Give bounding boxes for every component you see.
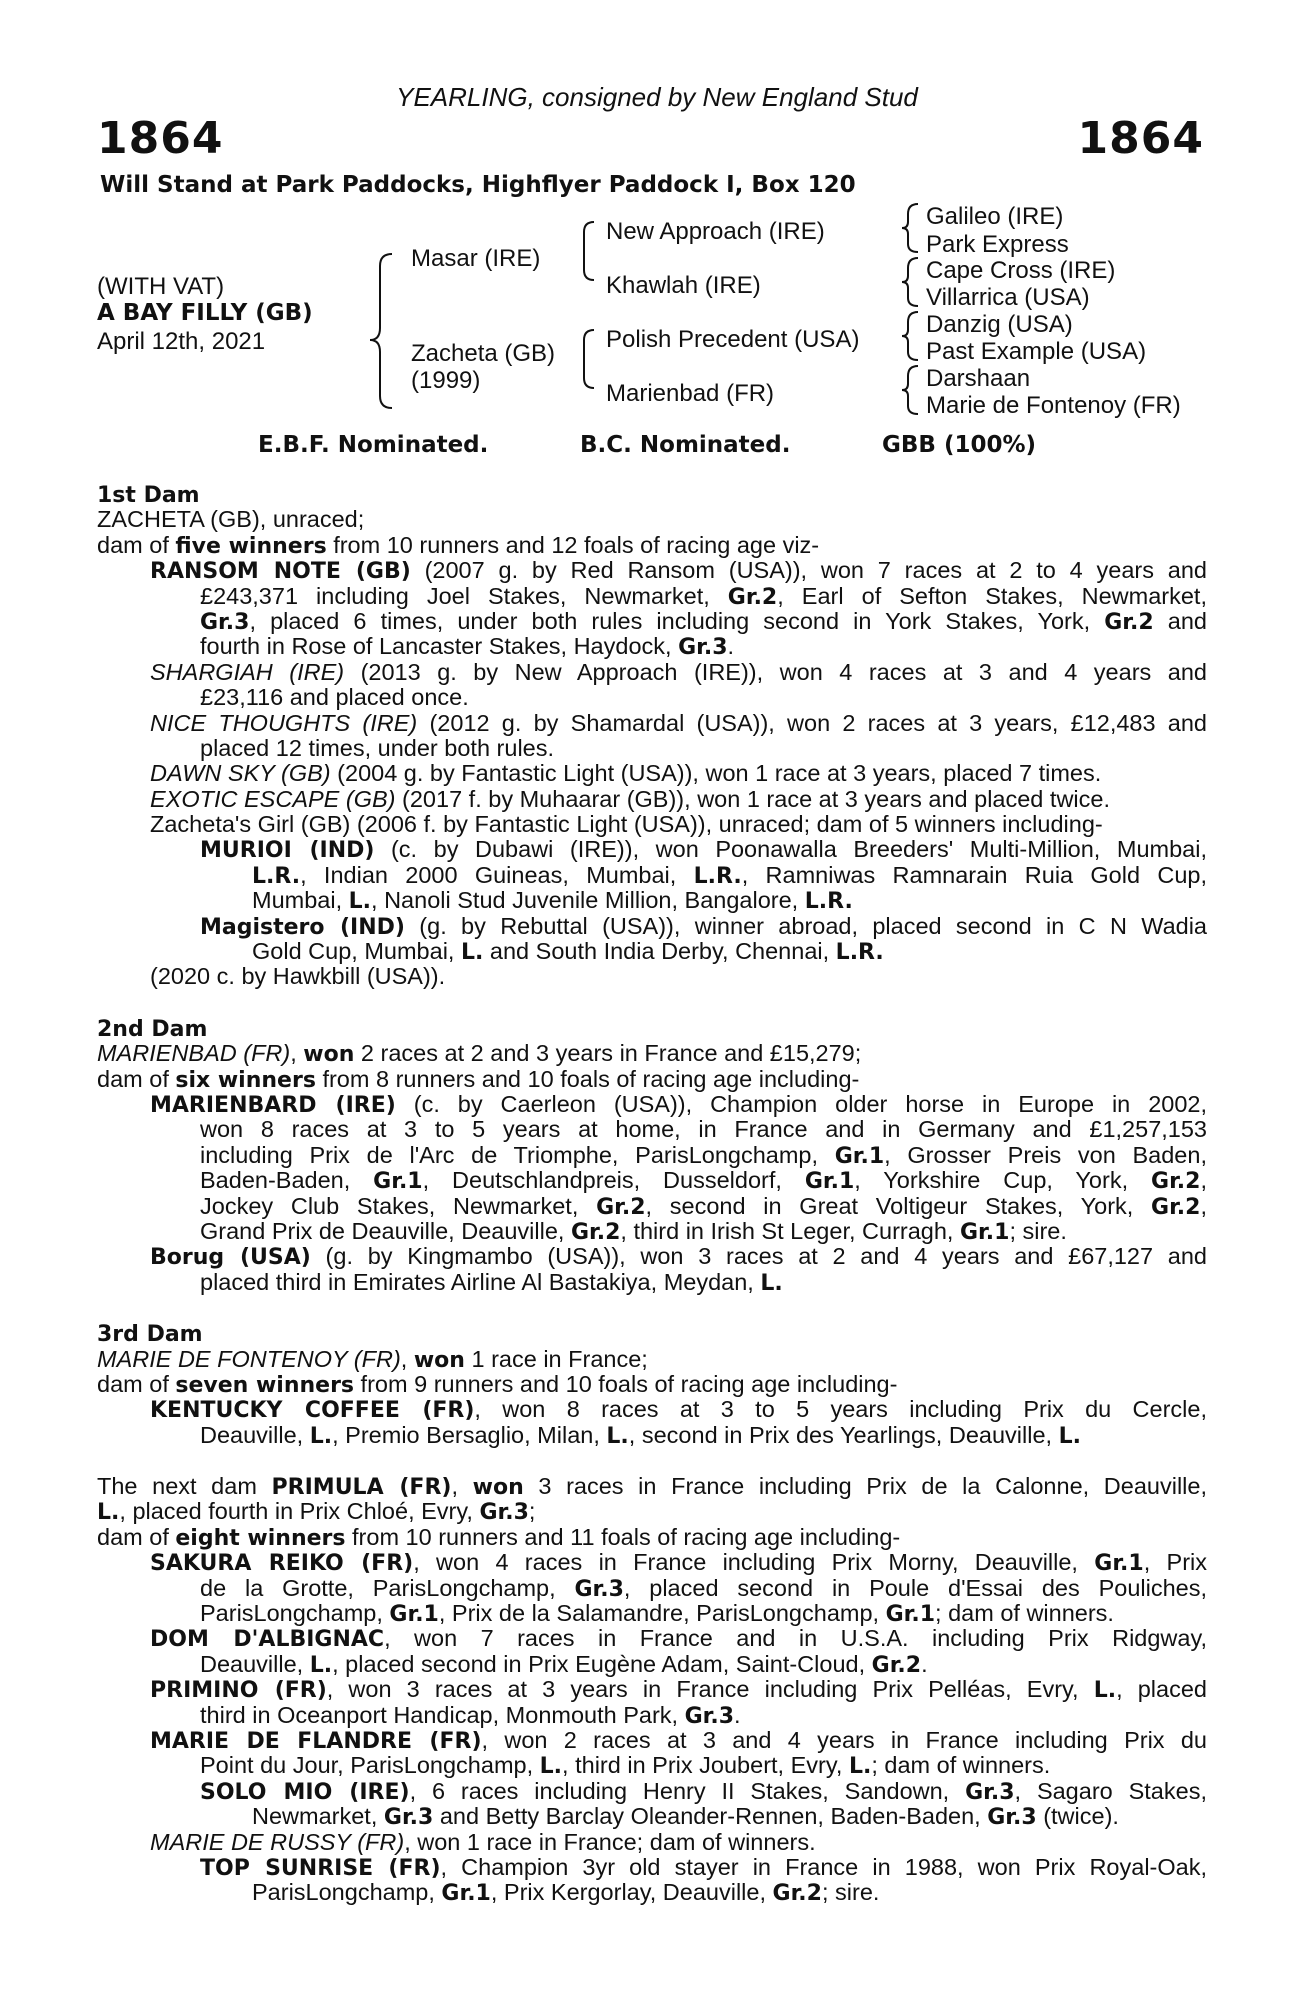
grandproduce-entry-cont: L.R., Indian 2000 Guineas, Mumbai, L.R., Ramniwas Ramnarain Ruia Gold Cup,: [252, 862, 1207, 889]
third-generation-2: Park Express: [926, 231, 1069, 258]
produce-entry: MARIE DE RUSSY (FR), won 1 race in France; dam of winners.: [150, 1828, 816, 1855]
third-generation-6: Past Example (USA): [926, 338, 1147, 365]
produce-entry-cont: Jockey Club Stakes, Newmarket, Gr.2, second in Great Voltigeur Stakes, York, Gr.2,: [200, 1193, 1207, 1219]
third-dam-heading: 3rd Dam: [97, 1322, 203, 1348]
next-dam-line-cont: L., placed fourth in Prix Chloé, Evry, Gr.3;: [97, 1498, 536, 1526]
first-dam-heading: 1st Dam: [97, 483, 200, 508]
gbb-rating: GBB (100%): [882, 432, 1037, 458]
third-generation-4: Villarrica (USA): [926, 284, 1090, 311]
produce-entry-cont: Deauville, L., placed second in Prix Eugène Adam, Saint-Cloud, Gr.2.: [200, 1650, 928, 1678]
next-dam-line: The next dam PRIMULA (FR), won 3 races in France including Prix de la Calonne, Deauville,: [97, 1474, 1207, 1500]
grandproduce-entry-cont: ParisLongchamp, Gr.1, Prix Kergorlay, Deauville, Gr.2; sire.: [252, 1879, 880, 1907]
third-generation-1: Galileo (IRE): [926, 203, 1064, 230]
dam-sire: Polish Precedent (USA): [606, 326, 860, 353]
grandproduce-entry-cont: Newmarket, Gr.3 and Betty Barclay Oleander-Rennen, Baden-Baden, Gr.3 (twice).: [252, 1803, 1119, 1831]
produce-record: [97, 482, 1207, 1906]
first-dam-summary: dam of five winners from 10 runners and 12 foals of racing age viz-: [97, 531, 820, 559]
produce-entry: MARIE DE FLANDRE (FR), won 2 races at 3 and 4 years in France including Prix du: [150, 1727, 1207, 1754]
produce-entry: DOM D'ALBIGNAC, won 7 races in France and in U.S.A. including Prix Ridgway,: [150, 1626, 1207, 1652]
dam-name: Zacheta (GB): [411, 340, 556, 367]
bc-nomination: B.C. Nominated.: [580, 432, 791, 458]
third-dam-summary: dam of seven winners from 9 runners and 10 foals of racing age including-: [97, 1370, 898, 1398]
produce-entry: SHARGIAH (IRE) (2013 g. by New Approach (IRE)), won 4 races at 3 and 4 years and: [150, 659, 1207, 685]
pedigree-table: [0, 0, 1314, 440]
third-generation-5: Danzig (USA): [926, 311, 1073, 338]
third-generation-3: Cape Cross (IRE): [926, 257, 1116, 284]
produce-entry-cont: Grand Prix de Deauville, Deauville, Gr.2, third in Irish St Leger, Curragh, Gr.1; sire.: [200, 1217, 1067, 1245]
produce-entry: (2020 c. by Hawkbill (USA)).: [150, 963, 446, 990]
produce-entry-cont: Gr.3, placed 6 times, under both rules including second in York Stakes, York, Gr.2 and: [200, 608, 1207, 635]
produce-entry-cont: £243,371 including Joel Stakes, Newmarket, Gr.2, Earl of Sefton Stakes, Newmarket,: [200, 583, 1207, 609]
stabling-location: Will Stand at Park Paddocks, Highflyer Paddock I, Box 120: [100, 172, 856, 198]
grandproduce-entry: Magistero (IND) (g. by Rebuttal (USA)), winner abroad, placed second in C N Wadia: [200, 913, 1207, 940]
grandproduce-entry: MURIOI (IND) (c. by Dubawi (IRE)), won Poonawalla Breeders' Multi-Million, Mumbai,: [200, 837, 1207, 863]
produce-entry: RANSOM NOTE (GB) (2007 g. by Red Ransom (USA)), won 7 races at 2 to 4 years and: [150, 558, 1207, 584]
produce-entry-cont: placed 12 times, under both rules.: [200, 734, 555, 761]
first-dam-line: ZACHETA (GB), unraced;: [97, 506, 365, 533]
dam-dam: Marienbad (FR): [606, 380, 775, 407]
produce-entry-cont: £23,116 and placed once.: [200, 684, 469, 711]
produce-entry: Zacheta's Girl (GB) (2006 f. by Fantastic Light (USA)), unraced; dam of 5 winners including-: [150, 811, 1103, 838]
lot-number-left: 1864: [97, 113, 224, 164]
produce-entry-cont: de la Grotte, ParisLongchamp, Gr.3, placed second in Poule d'Essai des Pouliches,: [200, 1575, 1207, 1602]
sire-dam: Khawlah (IRE): [606, 272, 761, 299]
produce-entry-cont: fourth in Rose of Lancaster Stakes, Haydock, Gr.3.: [200, 633, 735, 661]
third-dam-line: MARIE DE FONTENOY (FR), won 1 race in France;: [97, 1345, 648, 1373]
produce-entry-cont: won 8 races at 3 to 5 years at home, in France and in Germany and £1,257,153: [200, 1117, 1207, 1143]
third-generation-8: Marie de Fontenoy (FR): [926, 392, 1181, 419]
produce-entry-cont: Baden-Baden, Gr.1, Deutschlandpreis, Dusseldorf, Gr.1, Yorkshire Cup, York, Gr.2,: [200, 1168, 1207, 1194]
produce-entry: PRIMINO (FR), won 3 races at 3 years in France including Prix Pelléas, Evry, L., placed: [150, 1677, 1207, 1703]
third-generation-7: Darshaan: [926, 365, 1031, 392]
produce-entry-cont: including Prix de l'Arc de Triomphe, ParisLongchamp, Gr.1, Grosser Preis von Baden,: [200, 1142, 1207, 1169]
produce-entry: KENTUCKY COFFEE (FR), won 8 races at 3 to 5 years including Prix du Cercle,: [150, 1397, 1207, 1423]
second-dam-heading: 2nd Dam: [97, 1016, 208, 1042]
lot-subject: A BAY FILLY (GB): [97, 300, 313, 326]
produce-entry-cont: third in Oceanport Handicap, Monmouth Park, Gr.3.: [200, 1701, 741, 1729]
produce-entry: SAKURA REIKO (FR), won 4 races in France including Prix Morny, Deauville, Gr.1, Prix: [150, 1550, 1207, 1576]
produce-entry-cont: placed third in Emirates Airline Al Bastakiya, Meydan, L.: [200, 1268, 783, 1296]
dam-year: (1999): [411, 367, 481, 394]
produce-entry-cont: ParisLongchamp, Gr.1, Prix de la Salamandre, ParisLongchamp, Gr.1; dam of winners.: [200, 1600, 1114, 1628]
grandproduce-entry: TOP SUNRISE (FR), Champion 3yr old stayer in France in 1988, won Prix Royal-Oak,: [200, 1854, 1207, 1881]
produce-entry: Borug (USA) (g. by Kingmambo (USA)), won 3 races at 2 and 4 years and £67,127 and: [150, 1244, 1207, 1270]
second-dam-summary: dam of six winners from 8 runners and 10 foals of racing age including-: [97, 1065, 860, 1093]
produce-entry-cont: Deauville, L., Premio Bersaglio, Milan, L., second in Prix des Yearlings, Deauville, L.: [200, 1421, 1081, 1449]
produce-entry: NICE THOUGHTS (IRE) (2012 g. by Shamardal (USA)), won 2 races at 3 years, £12,483 and: [150, 710, 1207, 736]
produce-entry: EXOTIC ESCAPE (GB) (2017 f. by Muhaarar (GB)), won 1 race at 3 years and placed twice.: [150, 785, 1110, 812]
grandproduce-entry-cont: Gold Cup, Mumbai, L. and South India Derby, Chennai, L.R.: [252, 938, 884, 966]
consignment-line: YEARLING, consigned by New England Stud: [396, 82, 918, 112]
ebf-nomination: E.B.F. Nominated.: [258, 432, 489, 458]
next-dam-summary: dam of eight winners from 10 runners and 11 foals of racing age including-: [97, 1523, 901, 1551]
produce-entry-cont: Point du Jour, ParisLongchamp, L., third in Prix Joubert, Evry, L.; dam of winners.: [200, 1752, 1051, 1780]
second-dam-line: MARIENBAD (FR), won 2 races at 2 and 3 years in France and £15,279;: [97, 1040, 862, 1068]
foaling-date: April 12th, 2021: [97, 328, 266, 355]
produce-entry: MARIENBARD (IRE) (c. by Caerleon (USA)), Champion older horse in Europe in 2002,: [150, 1091, 1207, 1118]
grandproduce-entry-cont: Mumbai, L., Nanoli Stud Juvenile Million, Bangalore, L.R.: [252, 887, 853, 915]
produce-entry: DAWN SKY (GB) (2004 g. by Fantastic Light (USA)), won 1 race at 3 years, placed 7 times.: [150, 760, 1102, 787]
sire-sire: New Approach (IRE): [606, 218, 825, 245]
vat-note: (WITH VAT): [97, 273, 225, 300]
sire-name: Masar (IRE): [411, 245, 541, 272]
grandproduce-entry: SOLO MIO (IRE), 6 races including Henry II Stakes, Sandown, Gr.3, Sagaro Stakes,: [200, 1778, 1207, 1805]
lot-number-right: 1864: [1077, 113, 1204, 164]
